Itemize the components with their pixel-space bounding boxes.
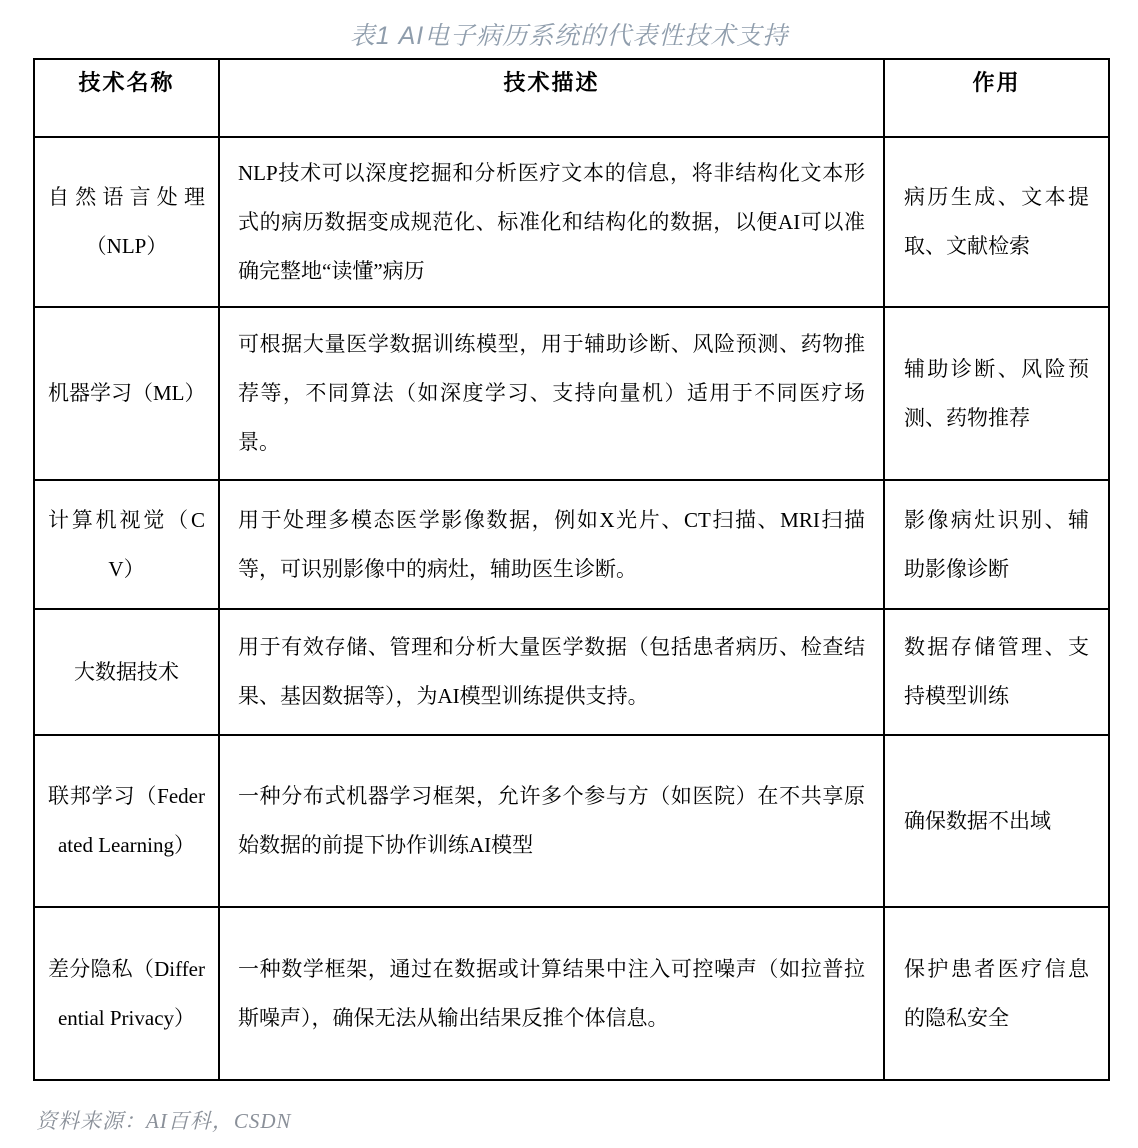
tech-name-cell: 计算机视觉（CV）: [34, 480, 219, 609]
tech-name-cell: 联邦学习（Federated Learning）: [34, 735, 219, 907]
tech-description-cell: NLP技术可以深度挖掘和分析医疗文本的信息，将非结构化文本形式的病历数据变成规范化、标准化和结构化的数据，以便AI可以准确完整地“读懂”病历: [219, 137, 884, 307]
table-row: [34, 609, 1109, 735]
tech-description-cell: 可根据大量医学数据训练模型，用于辅助诊断、风险预测、药物推荐等，不同算法（如深度学习、支持向量机）适用于不同医疗场景。: [219, 307, 884, 480]
tech-description-cell: 一种分布式机器学习框架，允许多个参与方（如医院）在不共享原始数据的前提下协作训练AI模型: [219, 735, 884, 907]
role-cell: 辅助诊断、风险预测、药物推荐: [884, 307, 1109, 480]
tech-name-cell: 自然语言处理（NLP）: [34, 137, 219, 307]
role-cell: 保护患者医疗信息的隐私安全: [884, 907, 1109, 1080]
tech-description-cell: 一种数学框架，通过在数据或计算结果中注入可控噪声（如拉普拉斯噪声），确保无法从输出结果反推个体信息。: [219, 907, 884, 1080]
table-row: [34, 137, 1109, 307]
tech-description-cell: 用于处理多模态医学影像数据，例如X光片、CT扫描、MRI扫描等，可识别影像中的病灶，辅助医生诊断。: [219, 480, 884, 609]
role-cell: 确保数据不出域: [884, 735, 1109, 907]
source-note: 资料来源：AI百科，CSDN: [36, 1109, 292, 1133]
role-cell: 影像病灶识别、辅助影像诊断: [884, 480, 1109, 609]
tech-support-table: [33, 58, 1110, 1081]
header-role: 作用: [884, 59, 1109, 137]
table-row: [34, 907, 1109, 1080]
table-caption: 表1 AI电子病历系统的代表性技术支持: [349, 22, 789, 50]
header-tech-description: 技术描述: [219, 59, 884, 137]
table-row: [34, 307, 1109, 480]
role-cell: 病历生成、文本提取、文献检索: [884, 137, 1109, 307]
table-row: [34, 735, 1109, 907]
role-cell: 数据存储管理、支持模型训练: [884, 609, 1109, 735]
tech-description-cell: 用于有效存储、管理和分析大量医学数据（包括患者病历、检查结果、基因数据等），为AI模型训练提供支持。: [219, 609, 884, 735]
table-header-row: [34, 59, 1109, 137]
tech-name-cell: 机器学习（ML）: [34, 307, 219, 480]
tech-name-cell: 差分隐私（Differential Privacy）: [34, 907, 219, 1080]
table-row: [34, 480, 1109, 609]
header-tech-name: 技术名称: [34, 59, 219, 137]
tech-name-cell: 大数据技术: [34, 609, 219, 735]
